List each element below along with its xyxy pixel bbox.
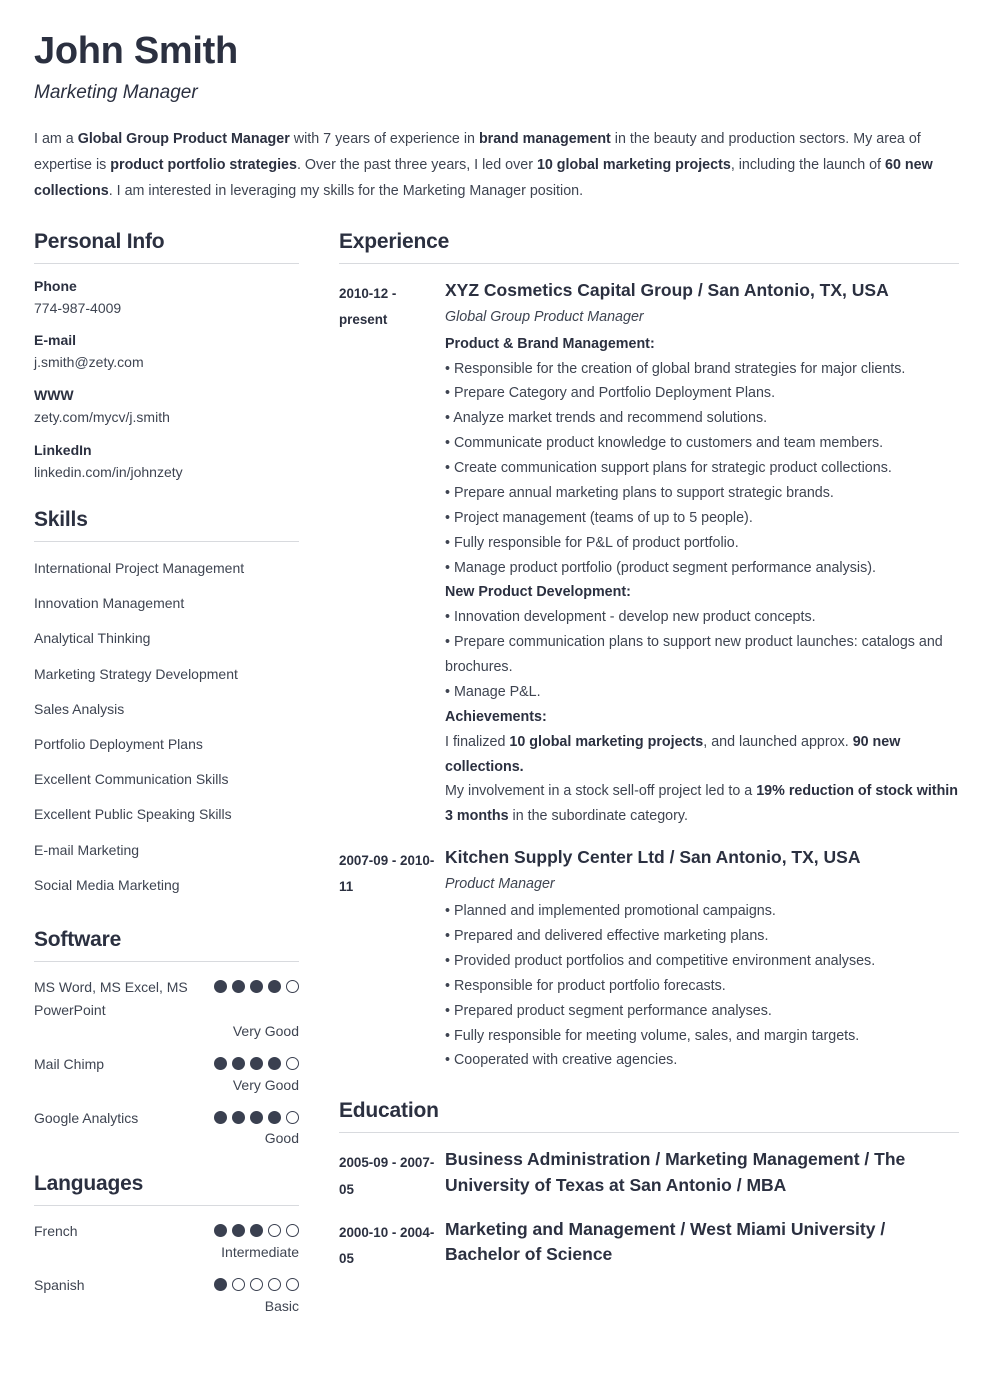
languages-list (34, 1220, 299, 1313)
experience-bullet: • Provided product portfolios and competitive environment analyses. (445, 952, 876, 969)
personal-info-item (34, 387, 299, 428)
rating-dots (214, 1053, 299, 1070)
experience-subheading: Achievements: (445, 708, 547, 725)
rating-dot (232, 980, 245, 993)
experience-bullet: • Prepare Category and Portfolio Deployment Plans. (445, 385, 776, 402)
experience-body (445, 278, 959, 830)
rating-row-top (34, 1053, 299, 1076)
personal-info-item (34, 278, 299, 319)
rating-dot (268, 1224, 281, 1237)
candidate-name: John Smith (34, 30, 238, 72)
experience-paragraph: I finalized 10 global marketing projects, and launched approx. 90 new collections. (445, 733, 901, 775)
education-date: 2000-10 - 2004-05 (339, 1224, 435, 1266)
skills-list (34, 556, 299, 902)
experience-role: Global Group Product Manager (445, 308, 644, 325)
rating-row (34, 1107, 299, 1147)
rating-row-top (34, 1274, 299, 1297)
section-title-skills: Skills (34, 508, 299, 542)
rating-dot (250, 1224, 263, 1237)
rating-dot (286, 1278, 299, 1291)
personal-info-list (34, 278, 299, 482)
education-body (445, 1217, 959, 1272)
experience-body (445, 845, 959, 1073)
rating-row (34, 976, 299, 1038)
rating-dot (214, 1278, 227, 1291)
experience-bullet: • Communicate product knowledge to customers and team members. (445, 435, 884, 452)
personal-info-item (34, 442, 299, 483)
rating-dot (268, 1111, 281, 1124)
rating-name: Spanish (34, 1276, 85, 1293)
rating-dot (286, 980, 299, 993)
section-personal-info (34, 230, 299, 482)
personal-info-label: Phone (34, 277, 77, 294)
rating-dot (232, 1057, 245, 1070)
skill-item: Sales Analysis (34, 700, 125, 717)
rating-dot (232, 1111, 245, 1124)
rating-dots (214, 1107, 299, 1124)
experience-bullet: • Innovation development - develop new product concepts. (445, 609, 816, 626)
rating-name: Google Analytics (34, 1109, 139, 1126)
rating-row (34, 1274, 299, 1314)
section-education (339, 1099, 959, 1272)
skill-item: Marketing Strategy Development (34, 665, 238, 682)
resume-header (34, 30, 956, 204)
experience-organization: Kitchen Supply Center Ltd / San Antonio, TX, USA (445, 847, 861, 868)
education-entry (339, 1217, 959, 1272)
skill-item: Social Media Marketing (34, 876, 180, 893)
experience-paragraph: My involvement in a stock sell-off project led to a 19% reduction of stock within 3 months in the subordinate category. (445, 783, 959, 825)
experience-bullet: • Create communication support plans for strategic product collections. (445, 460, 892, 477)
section-title-languages: Languages (34, 1172, 299, 1206)
experience-role: Product Manager (445, 876, 555, 893)
experience-subheading: New Product Development: (445, 584, 631, 601)
experience-bullet: • Fully responsible for P&L of product portfolio. (445, 534, 739, 551)
skill-item: Excellent Communication Skills (34, 771, 229, 788)
education-list (339, 1147, 959, 1272)
rating-level: Basic (264, 1297, 299, 1314)
experience-bullet: • Manage P&L. (445, 683, 541, 700)
rating-dot (250, 1057, 263, 1070)
rating-dot (286, 1057, 299, 1070)
rating-dot (268, 1278, 281, 1291)
rating-dot (250, 1111, 263, 1124)
rating-dot (268, 980, 281, 993)
rating-dot (214, 1224, 227, 1237)
skill-item: International Project Management (34, 560, 245, 577)
rating-dot (214, 980, 227, 993)
personal-info-value[interactable]: zety.com/mycv/j.smith (34, 408, 170, 425)
rating-name: Mail Chimp (34, 1055, 105, 1072)
skill-item: E-mail Marketing (34, 841, 140, 858)
rating-dots (214, 1220, 299, 1237)
experience-bullet: • Fully responsible for meeting volume, sales, and margin targets. (445, 1027, 860, 1044)
section-title-experience: Experience (339, 230, 959, 264)
personal-info-label: WWW (34, 386, 74, 403)
personal-info-label: E-mail (34, 332, 77, 349)
section-title-software: Software (34, 928, 299, 962)
rating-dot (232, 1224, 245, 1237)
section-languages (34, 1172, 299, 1313)
rating-level: Very Good (232, 1076, 299, 1093)
rating-dot (232, 1278, 245, 1291)
experience-bullet: • Cooperated with creative agencies. (445, 1052, 678, 1069)
experience-bullet: • Prepare annual marketing plans to support strategic brands. (445, 484, 834, 501)
rating-level: Intermediate (221, 1243, 299, 1260)
rating-dots (214, 1274, 299, 1291)
experience-date: 2010-12 - present (339, 285, 397, 327)
education-degree: Business Administration / Marketing Management / The University of Texas at San Antonio / MBA (445, 1149, 906, 1195)
section-software (34, 928, 299, 1146)
section-skills (34, 508, 299, 902)
rating-dot (214, 1057, 227, 1070)
experience-bullet: • Prepared and delivered effective marketing plans. (445, 928, 769, 945)
experience-subheading: Product & Brand Management: (445, 335, 655, 352)
rating-dot (286, 1111, 299, 1124)
experience-bullet: • Planned and implemented promotional campaigns. (445, 903, 776, 920)
education-degree: Marketing and Management / West Miami University / Bachelor of Science (445, 1218, 886, 1265)
skill-item: Excellent Public Speaking Skills (34, 806, 232, 823)
rating-row (34, 1220, 299, 1260)
experience-organization: XYZ Cosmetics Capital Group / San Antonio, TX, USA (445, 279, 889, 300)
software-list (34, 976, 299, 1146)
candidate-job-title: Marketing Manager (34, 81, 198, 103)
experience-list (339, 278, 959, 1074)
rating-name: French (34, 1223, 78, 1240)
personal-info-label: LinkedIn (34, 441, 92, 458)
rating-dots (214, 976, 299, 993)
experience-bullet: • Prepare communication plans to support new product launches: catalogs and brochures. (445, 634, 943, 676)
experience-bullet: • Analyze market trends and recommend solutions. (445, 410, 768, 427)
rating-name: MS Word, MS Excel, MS PowerPoint (34, 979, 188, 1019)
experience-entry (339, 845, 959, 1073)
personal-info-value[interactable]: j.smith@zety.com (34, 354, 144, 371)
rating-dot (214, 1111, 227, 1124)
education-body (445, 1147, 959, 1202)
rating-level: Good (264, 1130, 299, 1147)
experience-bullet: • Manage product portfolio (product segment performance analysis). (445, 559, 876, 576)
personal-info-item (34, 332, 299, 373)
rating-row-top (34, 1220, 299, 1243)
section-title-personal-info: Personal Info (34, 230, 299, 264)
sidebar-column (34, 230, 299, 1340)
rating-dot (286, 1224, 299, 1237)
resume-columns (34, 229, 959, 1340)
professional-summary: I am a Global Group Product Manager with 7 years of experience in brand management in the beauty and production sectors. My area of expertise is product portfolio strategies. Over the past three years, I led over 10 global marketing projects, including the launch of 60 new collections. I am interested in leveraging my skills for the Marketing Manager position. (34, 130, 933, 199)
skill-item: Innovation Management (34, 595, 185, 612)
education-entry (339, 1147, 959, 1202)
personal-info-value[interactable]: 774-987-4009 (34, 299, 122, 316)
rating-row-top (34, 976, 299, 1021)
experience-bullet: • Responsible for product portfolio forecasts. (445, 977, 726, 994)
experience-bullet: • Responsible for the creation of global brand strategies for major clients. (445, 360, 906, 377)
experience-bullet: • Prepared product segment performance analyses. (445, 1002, 772, 1019)
section-title-education: Education (339, 1099, 959, 1133)
experience-entry (339, 278, 959, 830)
skill-item: Analytical Thinking (34, 630, 151, 647)
rating-dot (250, 980, 263, 993)
skill-item: Portfolio Deployment Plans (34, 736, 203, 753)
rating-row (34, 1053, 299, 1093)
rating-dot (250, 1278, 263, 1291)
main-column (339, 230, 959, 1298)
rating-level: Very Good (232, 1022, 299, 1039)
section-experience (339, 230, 959, 1074)
rating-dot (268, 1057, 281, 1070)
experience-bullet: • Project management (teams of up to 5 people). (445, 509, 753, 526)
education-date: 2005-09 - 2007-05 (339, 1155, 435, 1197)
personal-info-value[interactable]: linkedin.com/in/johnzety (34, 463, 183, 480)
experience-date: 2007-09 - 2010-11 (339, 853, 435, 895)
rating-row-top (34, 1107, 299, 1130)
